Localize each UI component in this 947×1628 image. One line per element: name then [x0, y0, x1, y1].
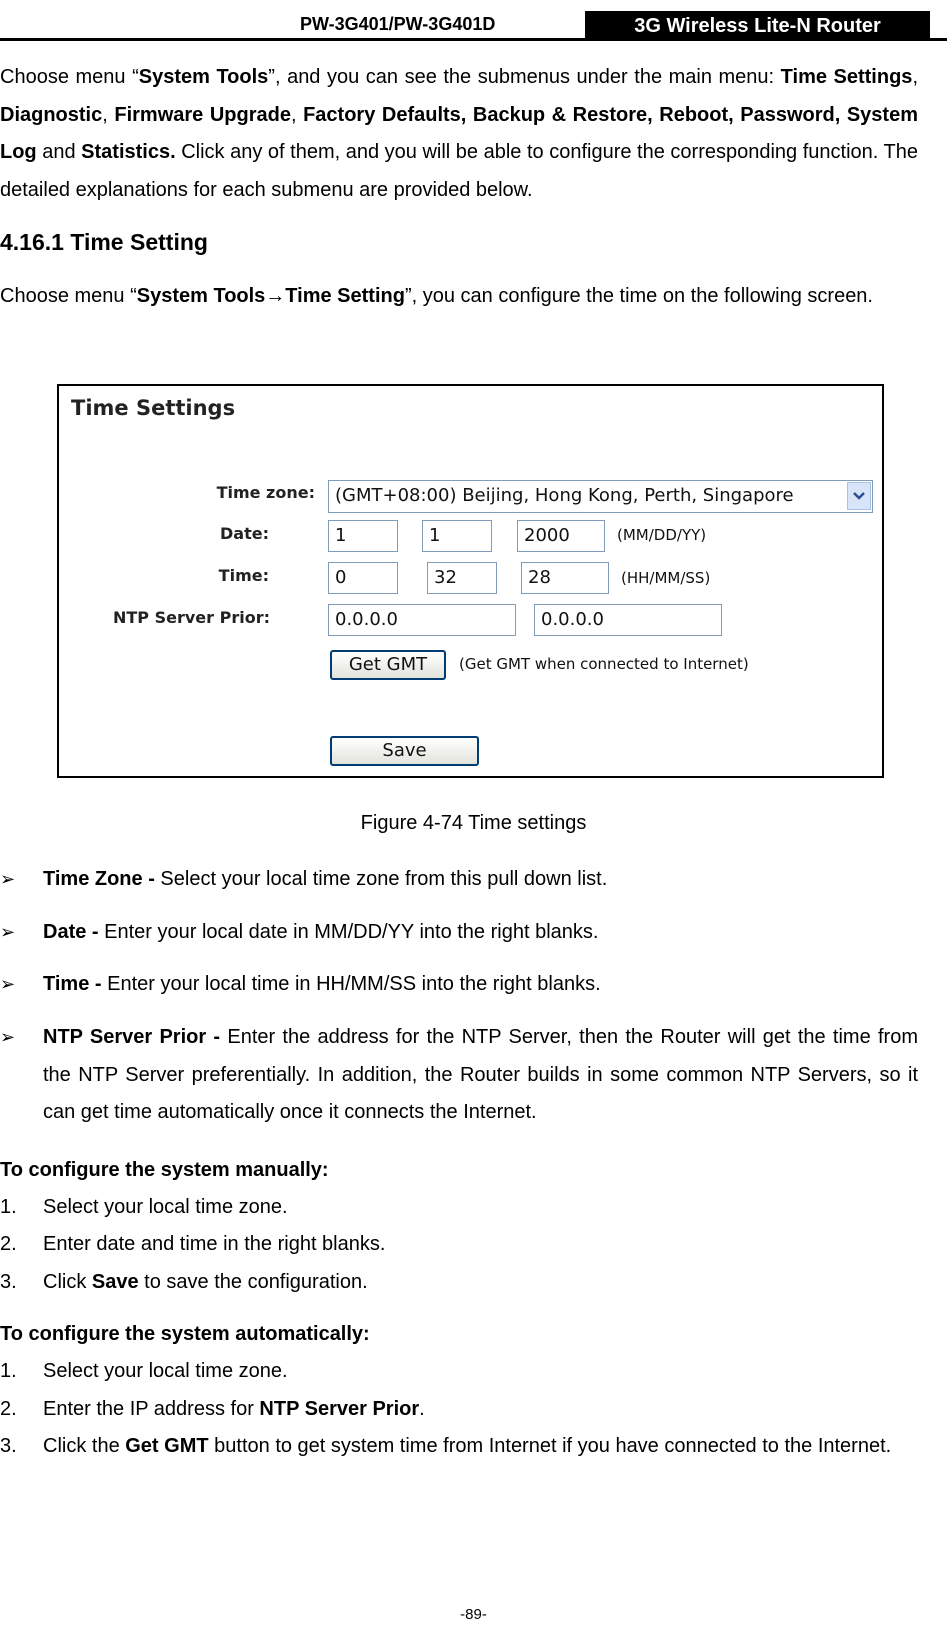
timezone-select[interactable] [328, 480, 873, 513]
date-format-hint: (MM/DD/YY) [617, 526, 707, 544]
step-bold-get-gmt: Get GMT [125, 1435, 209, 1457]
timezone-label: Time zone: [216, 483, 315, 502]
chevron-down-icon[interactable] [847, 482, 871, 510]
figure-title: Time Settings [71, 396, 236, 420]
auto-heading: To configure the system automatically: [0, 1323, 370, 1345]
section-bold-menu-path: System Tools→Time Setting [136, 285, 405, 307]
bullet-arrow-icon: ➢ [0, 922, 16, 942]
step-text: button to get system time from Internet if you have connected to the Internet. [208, 1435, 892, 1457]
intro-text: Choose menu “ [0, 66, 139, 88]
manual-step-3 [0, 1264, 918, 1302]
step-text: Select your local time zone. [43, 1196, 288, 1218]
bullet-term: NTP Server Prior - [43, 1026, 221, 1048]
bullet-desc: Enter your local date in MM/DD/YY into the right blanks. [98, 921, 599, 943]
section-text: Choose menu “ [0, 285, 137, 307]
save-button[interactable]: Save [330, 736, 479, 766]
time-minute-field[interactable]: 32 [427, 562, 497, 594]
page-header [0, 0, 947, 42]
intro-bold-time-settings: Time Settings [780, 66, 913, 88]
auto-step-2 [0, 1391, 918, 1429]
date-label: Date: [220, 524, 269, 543]
date-day-field[interactable]: 1 [422, 520, 492, 552]
date-year-field[interactable]: 2000 [517, 520, 605, 552]
auto-step-3 [0, 1428, 918, 1508]
intro-bold-statistics: Statistics. [81, 141, 176, 163]
time-second-field[interactable]: 28 [521, 562, 609, 594]
step-number: 1. [0, 1360, 17, 1382]
ntp-server2-field[interactable]: 0.0.0.0 [534, 604, 722, 636]
section-paragraph [0, 278, 918, 316]
bullet-arrow-icon: ➢ [0, 869, 16, 889]
intro-text: Click any of them, and you will be able to configure the corresponding function. The detailed explanations for each submenu are provided below. [0, 141, 918, 201]
step-bold-ntp: NTP Server Prior [259, 1398, 420, 1420]
step-text: to save the configuration. [138, 1271, 368, 1293]
header-rule [0, 38, 947, 41]
step-number: 2. [0, 1233, 17, 1255]
page-number: -89- [460, 1606, 487, 1623]
bullet-time [0, 966, 918, 1006]
step-number: 1. [0, 1196, 17, 1218]
bullet-desc: Enter the address for the NTP Server, then the Router will get the time from the NTP Server preferentially. In addition, the Router builds in some common NTP Servers, so it can get time automatically once it connects the Internet. [43, 1026, 918, 1123]
bullet-term: Date - [43, 921, 99, 943]
bullet-arrow-icon: ➢ [0, 974, 16, 994]
time-hour-field[interactable]: 0 [328, 562, 398, 594]
auto-step-1 [0, 1353, 918, 1391]
intro-text: , [102, 103, 115, 126]
bullet-date [0, 914, 918, 954]
manual-step-2 [0, 1226, 918, 1264]
time-format-hint: (HH/MM/SS) [621, 569, 711, 587]
manual-heading: To configure the system manually: [0, 1159, 329, 1181]
bullet-term: Time Zone - [43, 868, 155, 890]
bullet-desc: Select your local time zone from this pull down list. [154, 868, 608, 890]
step-text: Click the [43, 1435, 126, 1457]
step-number: 3. [0, 1271, 17, 1293]
intro-text: ”, and you can see the submenus under the main menu: [268, 66, 781, 88]
intro-bold-diagnostic: Diagnostic [0, 103, 103, 126]
intro-paragraph [0, 59, 918, 209]
figure-caption: Figure 4-74 Time settings [360, 812, 587, 834]
step-text: . [419, 1398, 425, 1420]
intro-text: , [290, 103, 304, 126]
time-settings-figure [57, 384, 884, 778]
bullet-term: Time - [43, 973, 102, 995]
step-text: Enter date and time in the right blanks. [43, 1233, 386, 1255]
bullet-arrow-icon: ➢ [0, 1027, 16, 1047]
ntp-label: NTP Server Prior: [113, 608, 270, 627]
bullet-ntp-server [0, 1019, 918, 1134]
intro-bold-system-tools: System Tools [138, 66, 269, 88]
step-bold-save: Save [91, 1271, 139, 1293]
step-number: 3. [0, 1435, 17, 1457]
timezone-value: (GMT+08:00) Beijing, Hong Kong, Perth, Singapore [335, 485, 794, 506]
intro-text: , [912, 66, 918, 88]
bullet-time-zone [0, 861, 918, 901]
ntp-server1-field[interactable]: 0.0.0.0 [328, 604, 516, 636]
intro-bold-firmware-upgrade: Firmware Upgrade [114, 103, 291, 126]
section-heading: 4.16.1 Time Setting [0, 229, 208, 255]
header-product: 3G Wireless Lite-N Router [585, 11, 930, 40]
time-label: Time: [218, 566, 269, 585]
bullet-desc: Enter your local time in HH/MM/SS into the right blanks. [101, 973, 601, 995]
manual-step-1 [0, 1189, 918, 1227]
get-gmt-hint: (Get GMT when connected to Internet) [459, 655, 749, 673]
intro-bold-submenus: Factory Defaults, Backup & Restore, Reboot, Password, System Log [0, 103, 918, 163]
step-text: Enter the IP address for [43, 1398, 260, 1420]
step-text: Click [43, 1271, 92, 1293]
section-text: ”, you can configure the time on the following screen. [404, 285, 873, 307]
get-gmt-button[interactable]: Get GMT [330, 650, 446, 680]
step-number: 2. [0, 1398, 17, 1420]
header-model: PW-3G401/PW-3G401D [300, 14, 496, 34]
date-month-field[interactable]: 1 [328, 520, 398, 552]
intro-text: and [36, 141, 82, 163]
step-text: Select your local time zone. [43, 1360, 288, 1382]
